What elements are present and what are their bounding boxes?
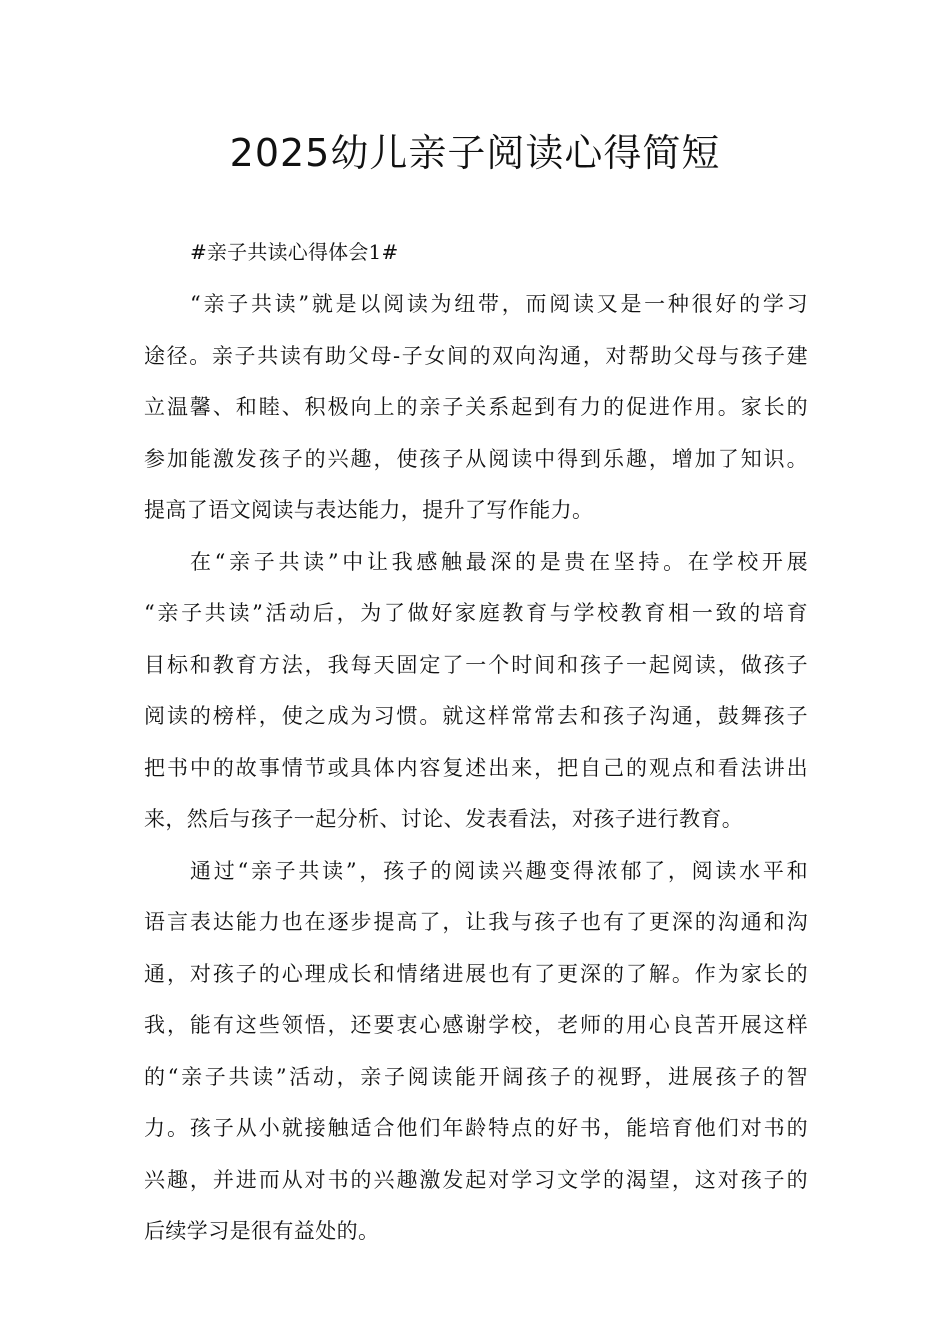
paragraph-line: 兴趣，并进而从对书的兴趣激发起对学习文学的渴望，这对孩子的 bbox=[144, 1167, 808, 1192]
paragraph-1 bbox=[144, 279, 808, 537]
paragraph-line: 来，然后与孩子一起分析、讨论、发表看法，对孩子进行教育。 bbox=[144, 807, 744, 831]
paragraph-line: 途径。亲子共读有助父母-子女间的双向沟通，对帮助父母与孩子建 bbox=[144, 343, 808, 368]
paragraph-line: 后续学习是很有益处的。 bbox=[144, 1219, 380, 1243]
paragraph-line: 力。孩子从小就接触适合他们年龄特点的好书，能培育他们对书的 bbox=[144, 1116, 808, 1140]
paragraph-line: 立温馨、和睦、积极向上的亲子关系起到有力的促进作用。家长的 bbox=[144, 395, 808, 419]
section-heading: #亲子共读心得体会1# bbox=[190, 240, 399, 264]
paragraph-3 bbox=[144, 846, 808, 1258]
paragraph-line: 通过“亲子共读”，孩子的阅读兴趣变得浓郁了，阅读水平和 bbox=[190, 858, 808, 883]
document-title: 2025幼儿亲子阅读心得简短 bbox=[229, 131, 721, 175]
paragraph-line: “亲子共读”就是以阅读为纽带，而阅读又是一种很好的学习 bbox=[190, 292, 808, 316]
document-body bbox=[144, 225, 808, 1258]
paragraph-line: 我，能有这些领悟，还要衷心感谢学校，老师的用心良苦开展这样 bbox=[144, 1013, 808, 1037]
paragraph-line: 提高了语文阅读与表达能力，提升了写作能力。 bbox=[144, 498, 594, 522]
paragraph-line: 参加能激发孩子的兴趣，使孩子从阅读中得到乐趣，增加了知识。 bbox=[144, 446, 808, 471]
paragraph-2 bbox=[144, 537, 808, 846]
paragraph-line: 的“亲子共读”活动，亲子阅读能开阔孩子的视野，进展孩子的智 bbox=[144, 1064, 808, 1089]
paragraph-line: “亲子共读”活动后，为了做好家庭教育与学校教育相一致的培育 bbox=[144, 601, 808, 625]
paragraph-line: 目标和教育方法，我每天固定了一个时间和孩子一起阅读，做孩子 bbox=[144, 652, 808, 677]
paragraph-line: 通，对孩子的心理成长和情绪进展也有了更深的了解。作为家长的 bbox=[144, 961, 808, 986]
paragraph-line: 把书中的故事情节或具体内容复述出来，把自己的观点和看法讲出 bbox=[144, 755, 808, 780]
paragraph-line: 阅读的榜样，使之成为习惯。就这样常常去和孩子沟通，鼓舞孩子 bbox=[144, 704, 808, 728]
paragraph-line: 语言表达能力也在逐步提高了，让我与孩子也有了更深的沟通和沟 bbox=[144, 910, 808, 934]
paragraph-line: 在“亲子共读”中让我感触最深的是贵在坚持。在学校开展 bbox=[190, 549, 808, 574]
